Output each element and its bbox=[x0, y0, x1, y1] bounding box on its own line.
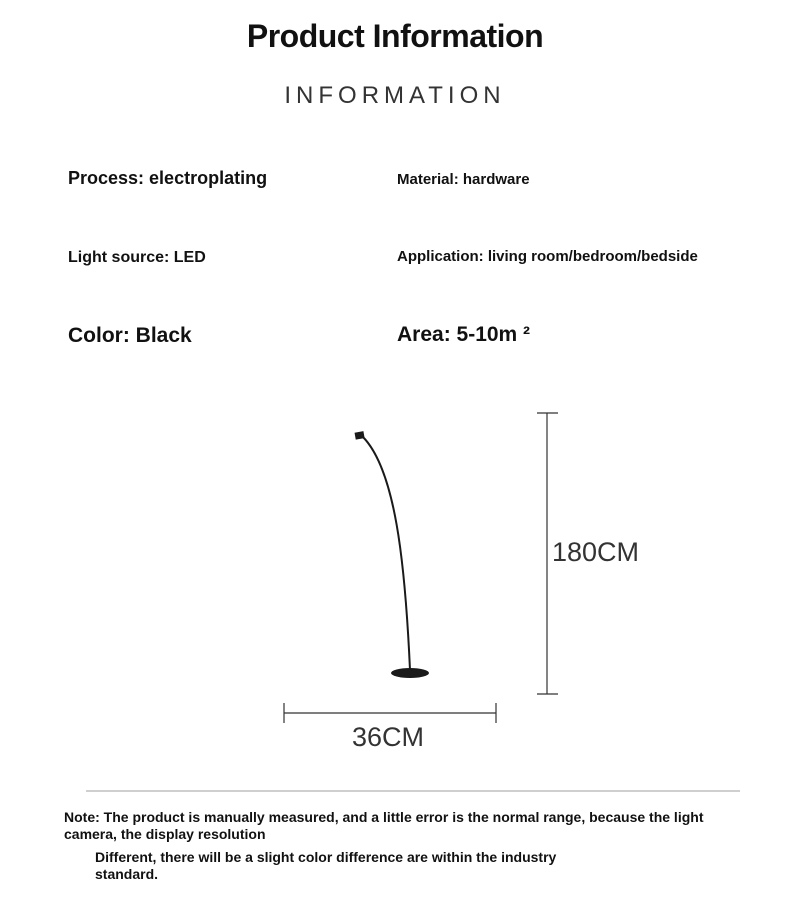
note-line-1: Note: The product is manually measured, and a little error is the normal range, because the light bbox=[64, 809, 704, 825]
spec-material: Material: hardware bbox=[397, 171, 530, 188]
spec-light-source: Light source: LED bbox=[68, 249, 206, 266]
note-line-4: standard. bbox=[95, 866, 159, 882]
note-line-3: Different, there will be a slight color difference are within the industry bbox=[95, 849, 557, 865]
spec-application: Application: living room/bedroom/bedside bbox=[397, 248, 698, 265]
lamp-base bbox=[391, 668, 429, 678]
spec-process: Process: electroplating bbox=[68, 168, 268, 188]
divider bbox=[86, 790, 740, 792]
lamp-pole bbox=[363, 437, 410, 670]
spec-color: Color: Black bbox=[68, 324, 192, 347]
note-line-2: camera, the display resolution bbox=[64, 826, 266, 842]
height-label: 180CM bbox=[552, 537, 640, 567]
page-subtitle: INFORMATION bbox=[284, 82, 506, 109]
spec-area: Area: 5-10m ² bbox=[397, 323, 531, 346]
page-title: Product Information bbox=[246, 18, 544, 54]
width-label: 36CM bbox=[352, 722, 425, 752]
width-dimension-line bbox=[284, 703, 496, 723]
